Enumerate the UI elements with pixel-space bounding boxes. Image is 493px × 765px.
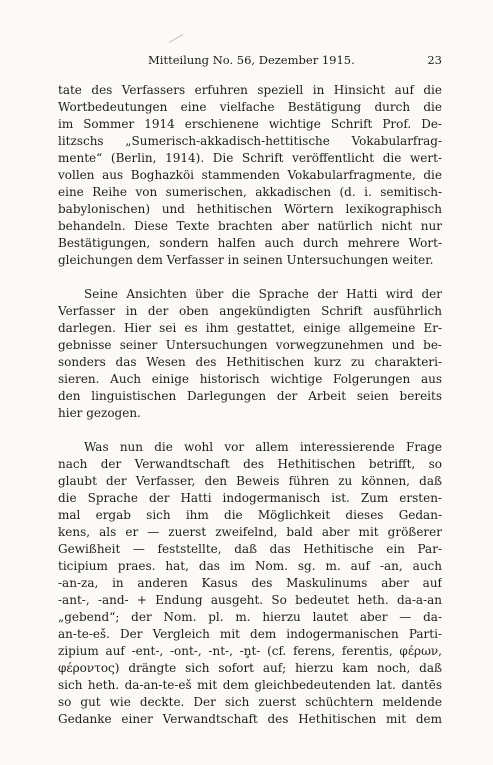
text-line: babylonischen) und hethitischen Wörtern lexikographisch <box>58 202 442 216</box>
text-line: eine Reihe von sumerischen, akkadischen (d. i. semitisch- <box>58 185 442 199</box>
text-line: an-te-eš. Der Vergleich mit dem indogermanischen Parti- <box>58 627 442 641</box>
text-line: sonders das Wesen des Hethitischen kurz zu charakteri- <box>58 355 442 369</box>
running-header <box>58 53 442 71</box>
text-line: die Sprache der Hatti indogermanisch ist. Zum ersten- <box>58 491 442 505</box>
text-line: -ant-, -and- + Endung ausgeht. So bedeutet heth. da-a-an <box>58 593 442 607</box>
text-line: nach der Verwandtschaft des Hethitischen betrifft, so <box>58 457 442 471</box>
text-line: Gewißheit — feststellte, daß das Hethitische ein Par- <box>58 542 442 556</box>
text-line: kens, als er — zuerst zweifelnd, bald aber mit größerer <box>58 525 442 539</box>
text-line: Was nun die wohl vor allem interessierende Frage <box>84 440 442 454</box>
paragraph-gap <box>58 422 442 439</box>
text-line: sieren. Auch einige historisch wichtige Folgerungen aus <box>58 372 442 386</box>
text-line: ticipium praes. hat, das im Nom. sg. m. auf -an, auch <box>58 559 442 573</box>
text-line: zipium auf -ent-, -ont-, -nt-, -n̥t- (cf. ferens, ferentis, φέρων, <box>58 644 442 658</box>
text-line: tate des Verfassers erfuhren speziell in Hinsicht auf die <box>58 83 442 97</box>
text-line: gebnisse seiner Untersuchungen vorwegzunehmen und be- <box>58 338 442 352</box>
text-line: litzschs „Sumerisch-akkadisch-hettitische Vokabularfrag- <box>58 134 442 148</box>
text-line: so gut wie deckte. Der sich zuerst schüchtern meldende <box>58 695 442 709</box>
text-line: glaubt der Verfasser, den Beweis führen zu können, daß <box>58 474 442 488</box>
body-text <box>58 82 442 728</box>
running-title: Mitteilung No. 56, Dezember 1915. <box>148 53 355 67</box>
text-line: mente“ (Berlin, 1914). Die Schrift veröffentlicht die wert- <box>58 151 442 165</box>
text-line: Wortbedeutungen eine vielfache Bestätigung durch die <box>58 100 442 114</box>
text-line: Seine Ansichten über die Sprache der Hatti wird der <box>84 287 442 301</box>
text-line: im Sommer 1914 erschienene wichtige Schrift Prof. De- <box>58 117 442 131</box>
text-line: -an-za, in anderen Kasus des Maskulinums aber auf <box>58 576 442 590</box>
text-line: vollen aus Boghazköi stammenden Vokabularfragmente, die <box>58 168 442 182</box>
text-line: behandeln. Diese Texte brachten aber natürlich nicht nur <box>58 219 442 233</box>
text-line: gleichungen dem Verfasser in seinen Untersuchungen weiter. <box>58 253 434 267</box>
text-line: sich heth. da-an-te-eš mit dem gleichbedeutenden lat. dantēs <box>58 678 442 692</box>
text-line: den linguistischen Darlegungen der Arbeit seien bereits <box>58 389 442 403</box>
text-line: mal ergab sich ihm die Möglichkeit dieses Gedan- <box>58 508 442 522</box>
text-line: hier gezogen. <box>58 406 141 420</box>
text-line: Bestätigungen, sondern halfen auch durch mehrere Wort- <box>58 236 442 250</box>
paragraph-gap <box>58 269 442 286</box>
text-line: φέροντος) drängte sich sofort auf; hierzu kam noch, daß <box>58 661 442 675</box>
page-number: 23 <box>427 53 442 67</box>
text-line: Gedanke einer Verwandtschaft des Hethitischen mit dem <box>58 712 442 726</box>
text-line: darlegen. Hier sei es ihm gestattet, einige allgemeine Er- <box>58 321 442 335</box>
text-line: „gebend“; der Nom. pl. m. hierzu lautet aber — da- <box>58 610 442 624</box>
pencil-mark <box>169 34 183 43</box>
text-line: Verfasser in der oben angekündigten Schrift ausführlich <box>58 304 442 318</box>
